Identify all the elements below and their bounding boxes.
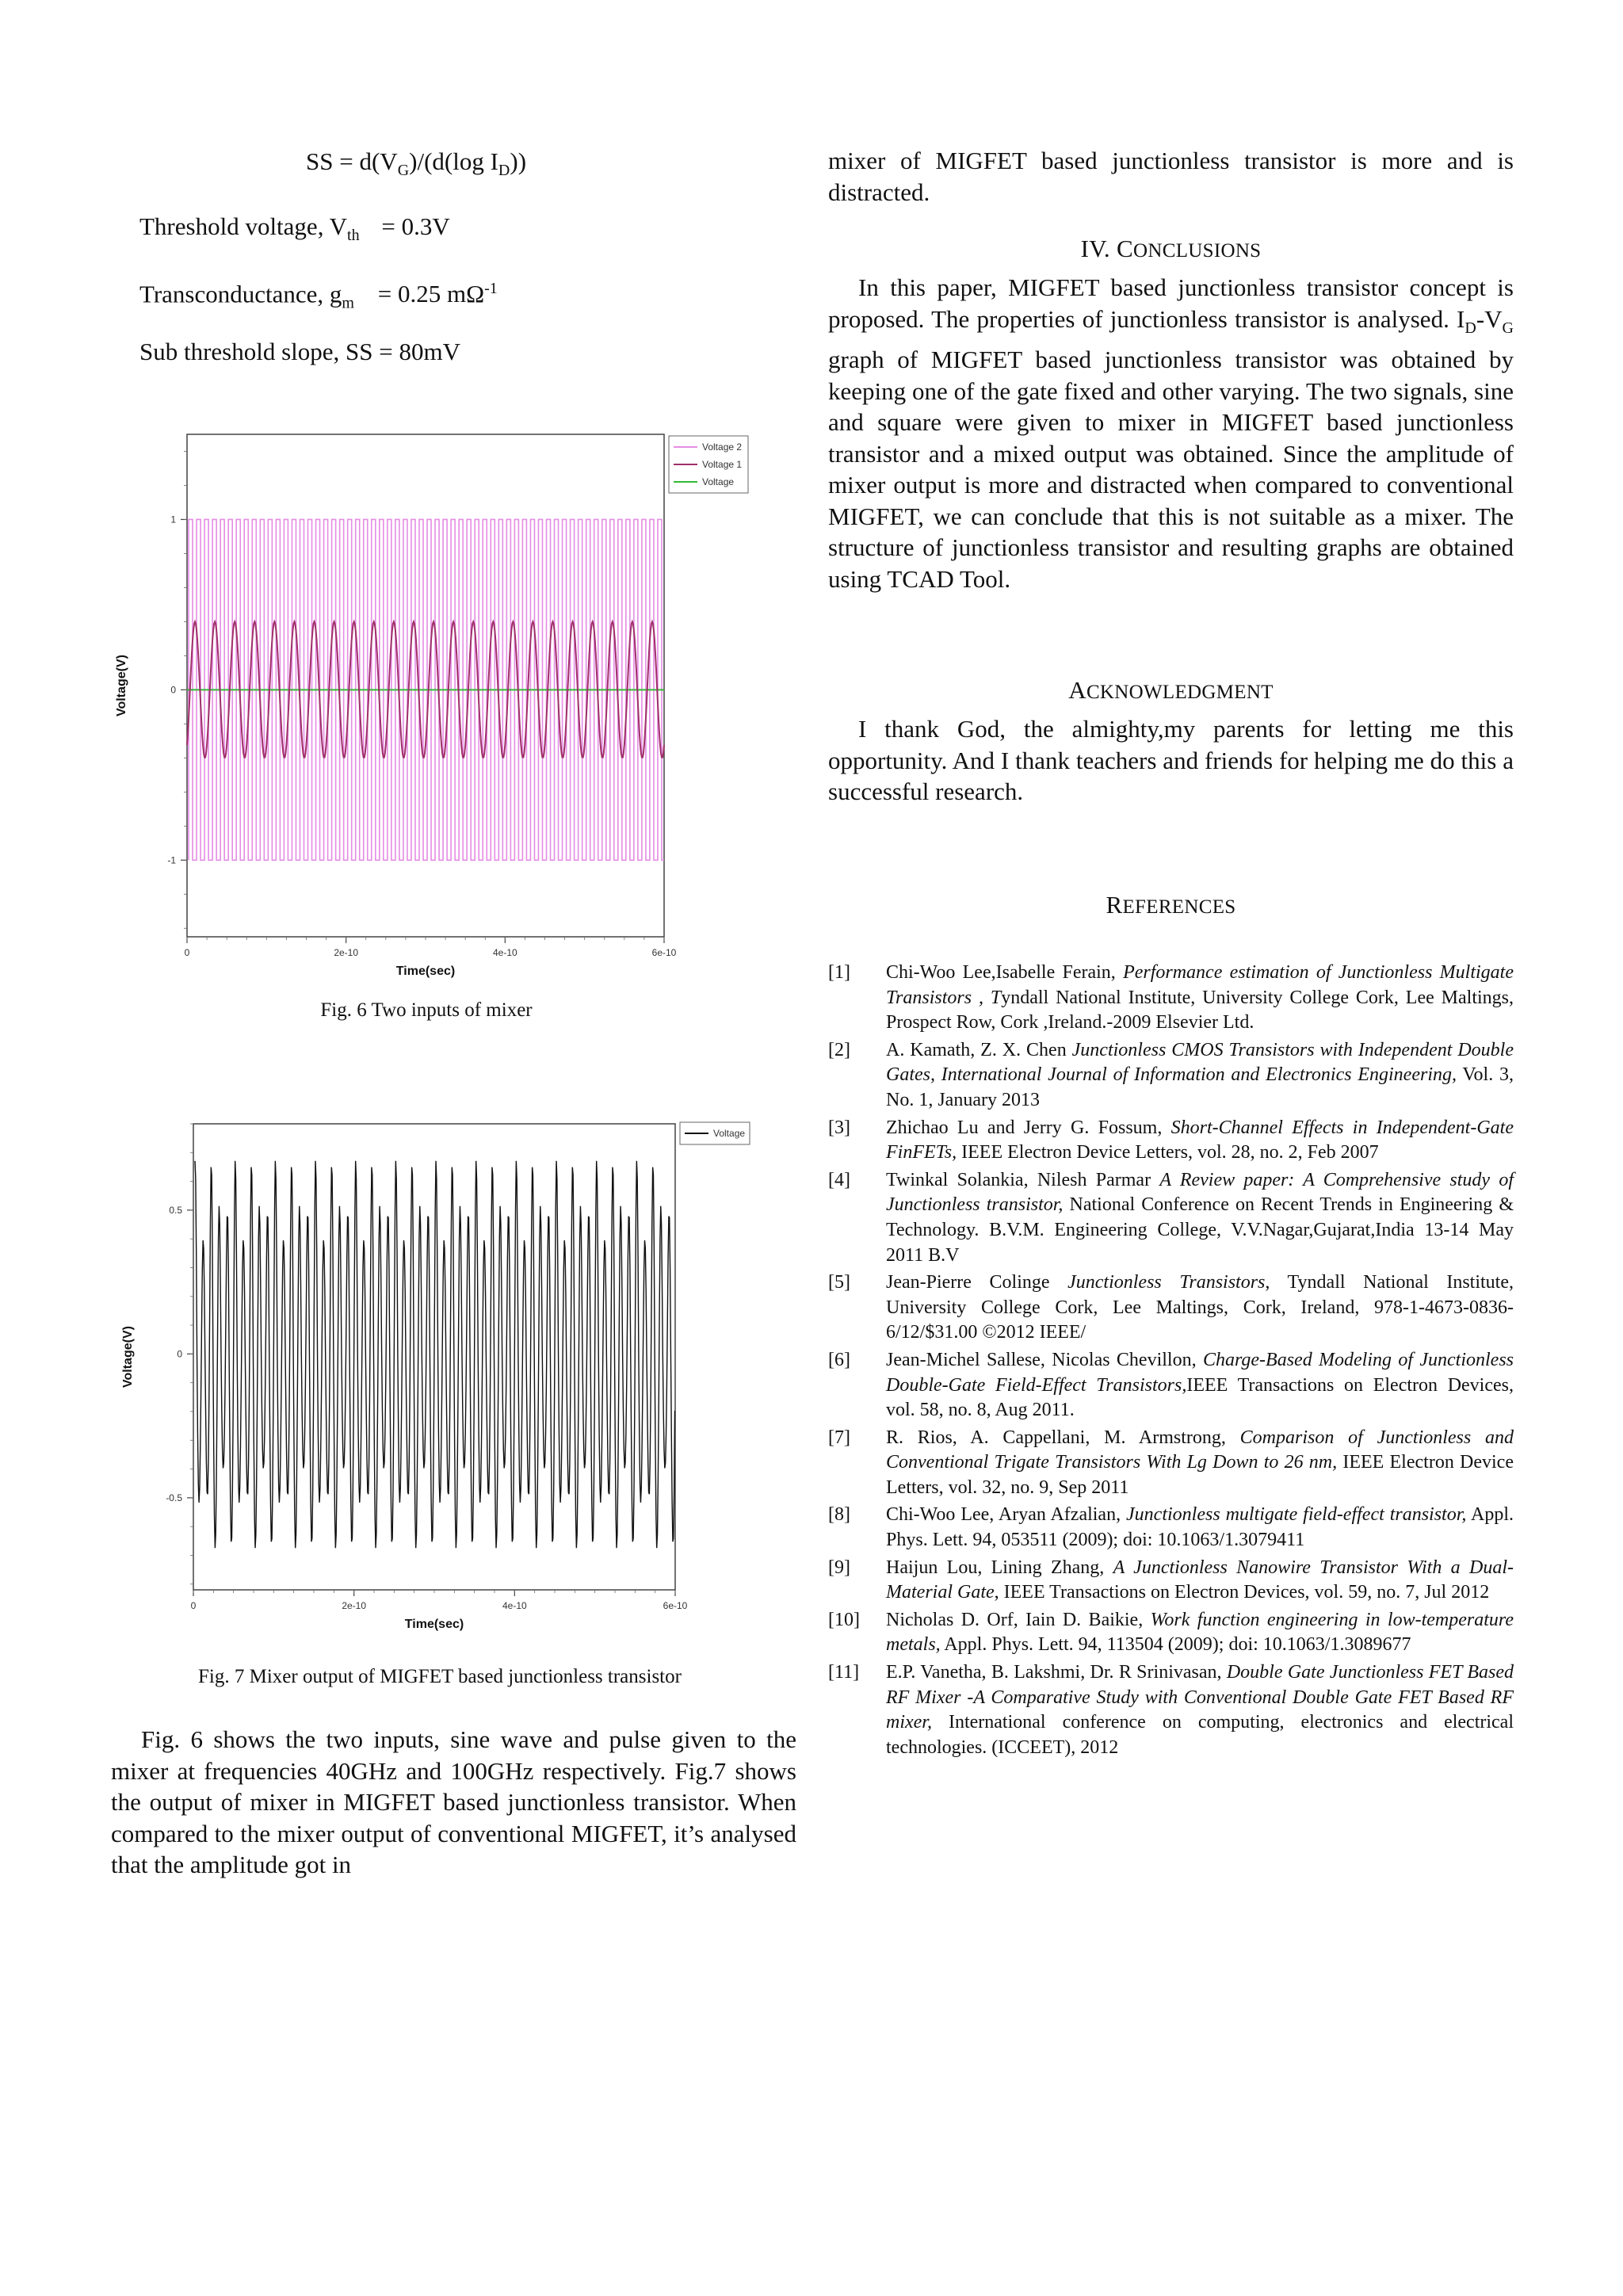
x-tick-label: 4e-10: [502, 1600, 527, 1611]
reference-text: E.P. Vanetha, B. Lakshmi, Dr. R Srinivasan, Double Gate Junctionless FET Based RF Mixer -A Comparative Study with Conventional Double Gate FET Based RF mixer, International conference on computing, electronics and electrical technologies. (ICCEET), 2012: [886, 1662, 1514, 1758]
reference-number: [2]: [828, 1039, 850, 1060]
fig7-chart: [121, 1110, 759, 1648]
reference-number: [4]: [828, 1169, 850, 1190]
reference-list: [828, 961, 1514, 1763]
threshold-voltage: Threshold voltage, $V_{th} = 0.3V$: [139, 212, 450, 245]
x-axis-label: Time(sec): [395, 965, 456, 978]
x-tick-label: 6e-10: [651, 947, 677, 958]
continuation-text: mixer of MIGFET based junctionless transistor is more and is distracted.: [828, 147, 1514, 206]
reference-number: [11]: [828, 1662, 860, 1683]
reference-text: Zhichao Lu and Jerry G. Fossum, Short-Channel Effects in Independent-Gate FinFETs, IEEE Electron Device Letters, vol. 28, no. 2, Feb 2007: [886, 1117, 1514, 1163]
legend-label: Voltage 2: [702, 441, 743, 453]
y-tick-label: 1: [170, 514, 176, 525]
reference-item: [828, 1556, 1514, 1606]
conclusions-heading: IV. CONCLUSIONS: [1080, 235, 1262, 262]
y-tick-label: 0: [170, 684, 176, 696]
reference-item: [828, 1270, 1514, 1346]
transconductance: Transconductance, $g_m = 0.25$ $m\Omega^{-1}$: [139, 280, 498, 312]
reference-item: [828, 1608, 1514, 1658]
reference-item: [828, 1116, 1514, 1166]
ss-formula: SS = $d(V_G)/(d(\log$ $I_D$)): [306, 147, 527, 180]
reference-text: Nicholas D. Orf, Iain D. Baikie, Work function engineering in low-temperature metals, Appl. Phys. Lett. 94, 113504 (2009); doi: 10.1063/1.3089677: [886, 1609, 1514, 1656]
reference-item: [828, 1038, 1514, 1114]
reference-item: [828, 1660, 1514, 1760]
reference-item: [828, 1348, 1514, 1423]
x-axis-label: Time(sec): [404, 1618, 464, 1631]
reference-number: [8]: [828, 1504, 850, 1526]
y-axis-label: Voltage(V): [115, 655, 128, 716]
y-tick-label: -0.5: [166, 1492, 182, 1503]
x-tick-label: 6e-10: [663, 1600, 688, 1611]
fig6-chart: [115, 425, 759, 980]
y-tick-label: 0.5: [169, 1204, 182, 1216]
acknowledgment-text: I thank God, the almighty,my parents for letting me this opportunity. And I thank teachers and friends for helping me do this a successful research.: [828, 715, 1514, 805]
reference-number: [6]: [828, 1349, 850, 1370]
conclusions-text: In this paper, MIGFET based junctionless transistor concept is proposed. The properties of junctionless transistor is analysed. $I_D-V_G$ graph of MIGFET based junctionless transistor was obtained by keeping one of the gate fixed and other varying. The two signals, sine and square were given to mixer in MIGFET based junctionless transistor and a mixed output was obtained. Since the amplitude of mixer output is more and distracted when compared to conventional MIGFET, we can conclude that this is not suitable as a mixer. The structure of junctionless transistor and resulting graphs are obtained using TCAD Tool.: [828, 273, 1514, 593]
references-heading: REFERENCES: [1106, 891, 1236, 919]
reference-number: [9]: [828, 1557, 850, 1578]
reference-text: A. Kamath, Z. X. Chen Junctionless CMOS Transistors with Independent Double Gates, International Journal of Information and Electronics Engineering, Vol. 3, No. 1, January 2013: [886, 1039, 1514, 1110]
reference-text: Jean-Pierre Colinge Junctionless Transistors, Tyndall National Institute, University College Cork, Lee Maltings, Cork, Ireland, 978-1-4673-0836-6/12/$31.00 ©2012 IEEE/: [886, 1272, 1514, 1343]
subthreshold-slope: Sub threshold slope, SS = 80mV: [139, 338, 461, 365]
x-tick-label: 0: [184, 947, 190, 958]
legend-label: Voltage 1: [702, 459, 743, 470]
legend-label: Voltage: [713, 1128, 746, 1139]
x-tick-label: 0: [190, 1600, 197, 1611]
y-tick-label: 0: [177, 1348, 182, 1360]
reference-number: [5]: [828, 1272, 850, 1293]
reference-text: Haijun Lou, Lining Zhang, A Junctionless Nanowire Transistor With a Dual-Material Gate, IEEE Transactions on Electron Devices, vol. 59, no. 7, Jul 2012: [886, 1557, 1514, 1603]
reference-number: [7]: [828, 1427, 850, 1448]
x-tick-label: 2e-10: [334, 947, 359, 958]
acknowledgment-heading: ACKNOWLEDGMENT: [1068, 676, 1274, 704]
figure-discussion: Fig. 6 shows the two inputs, sine wave and pulse given to the mixer at frequencies 40GHz and 100GHz respectively. Fig.7 shows the output of mixer in MIGFET based junctionless transistor. When compared to the mixer output of conventional MIGFET, it’s analysed that the amplitude got in: [111, 1725, 796, 1878]
legend-label: Voltage: [702, 476, 735, 487]
fig6-caption: Fig. 6 Two inputs of mixer: [320, 999, 533, 1021]
reference-text: R. Rios, A. Cappellani, M. Armstrong, Comparison of Junctionless and Conventional Trigate Transistors With Lg Down to 26 nm, IEEE Electron Device Letters, vol. 32, no. 9, Sep 2011: [886, 1427, 1514, 1498]
reference-text: Chi-Woo Lee,Isabelle Ferain, Performance estimation of Junctionless Multigate Transistors , Tyndall National Institute, University College Cork, Lee Maltings, Prospect Row, Cork ,Ireland.-2009 Elsevier Ltd.: [886, 962, 1514, 1033]
reference-text: Jean-Michel Sallese, Nicolas Chevillon, Charge-Based Modeling of Junctionless Double-Gate Field-Effect Transistors,IEEE Transactions on Electron Devices, vol. 58, no. 8, Aug 2011.: [886, 1349, 1514, 1421]
reference-text: Chi-Woo Lee, Aryan Afzalian, Junctionless multigate field-effect transistor, Appl. Phys. Lett. 94, 053511 (2009); doi: 10.1063/1.3079411: [886, 1504, 1514, 1551]
fig7-caption: Fig. 7 Mixer output of MIGFET based junctionless transistor: [198, 1666, 682, 1687]
reference-item: [828, 1503, 1514, 1553]
reference-number: [10]: [828, 1609, 860, 1630]
reference-number: [3]: [828, 1117, 850, 1138]
reference-item: [828, 961, 1514, 1036]
x-tick-label: 2e-10: [342, 1600, 367, 1611]
y-tick-label: -1: [167, 854, 176, 866]
x-tick-label: 4e-10: [492, 947, 517, 958]
y-axis-label: Voltage(V): [121, 1326, 135, 1388]
reference-item: [828, 1426, 1514, 1501]
reference-number: [1]: [828, 962, 850, 983]
reference-item: [828, 1168, 1514, 1268]
reference-text: Twinkal Solankia, Nilesh Parmar A Review paper: A Comprehensive study of Junctionless transistor, National Conference on Recent Trends in Engineering & Technology. B.V.M. Engineering College, V.V.Nagar,Gujarat,India 13-14 May 2011 B.V: [886, 1169, 1514, 1266]
